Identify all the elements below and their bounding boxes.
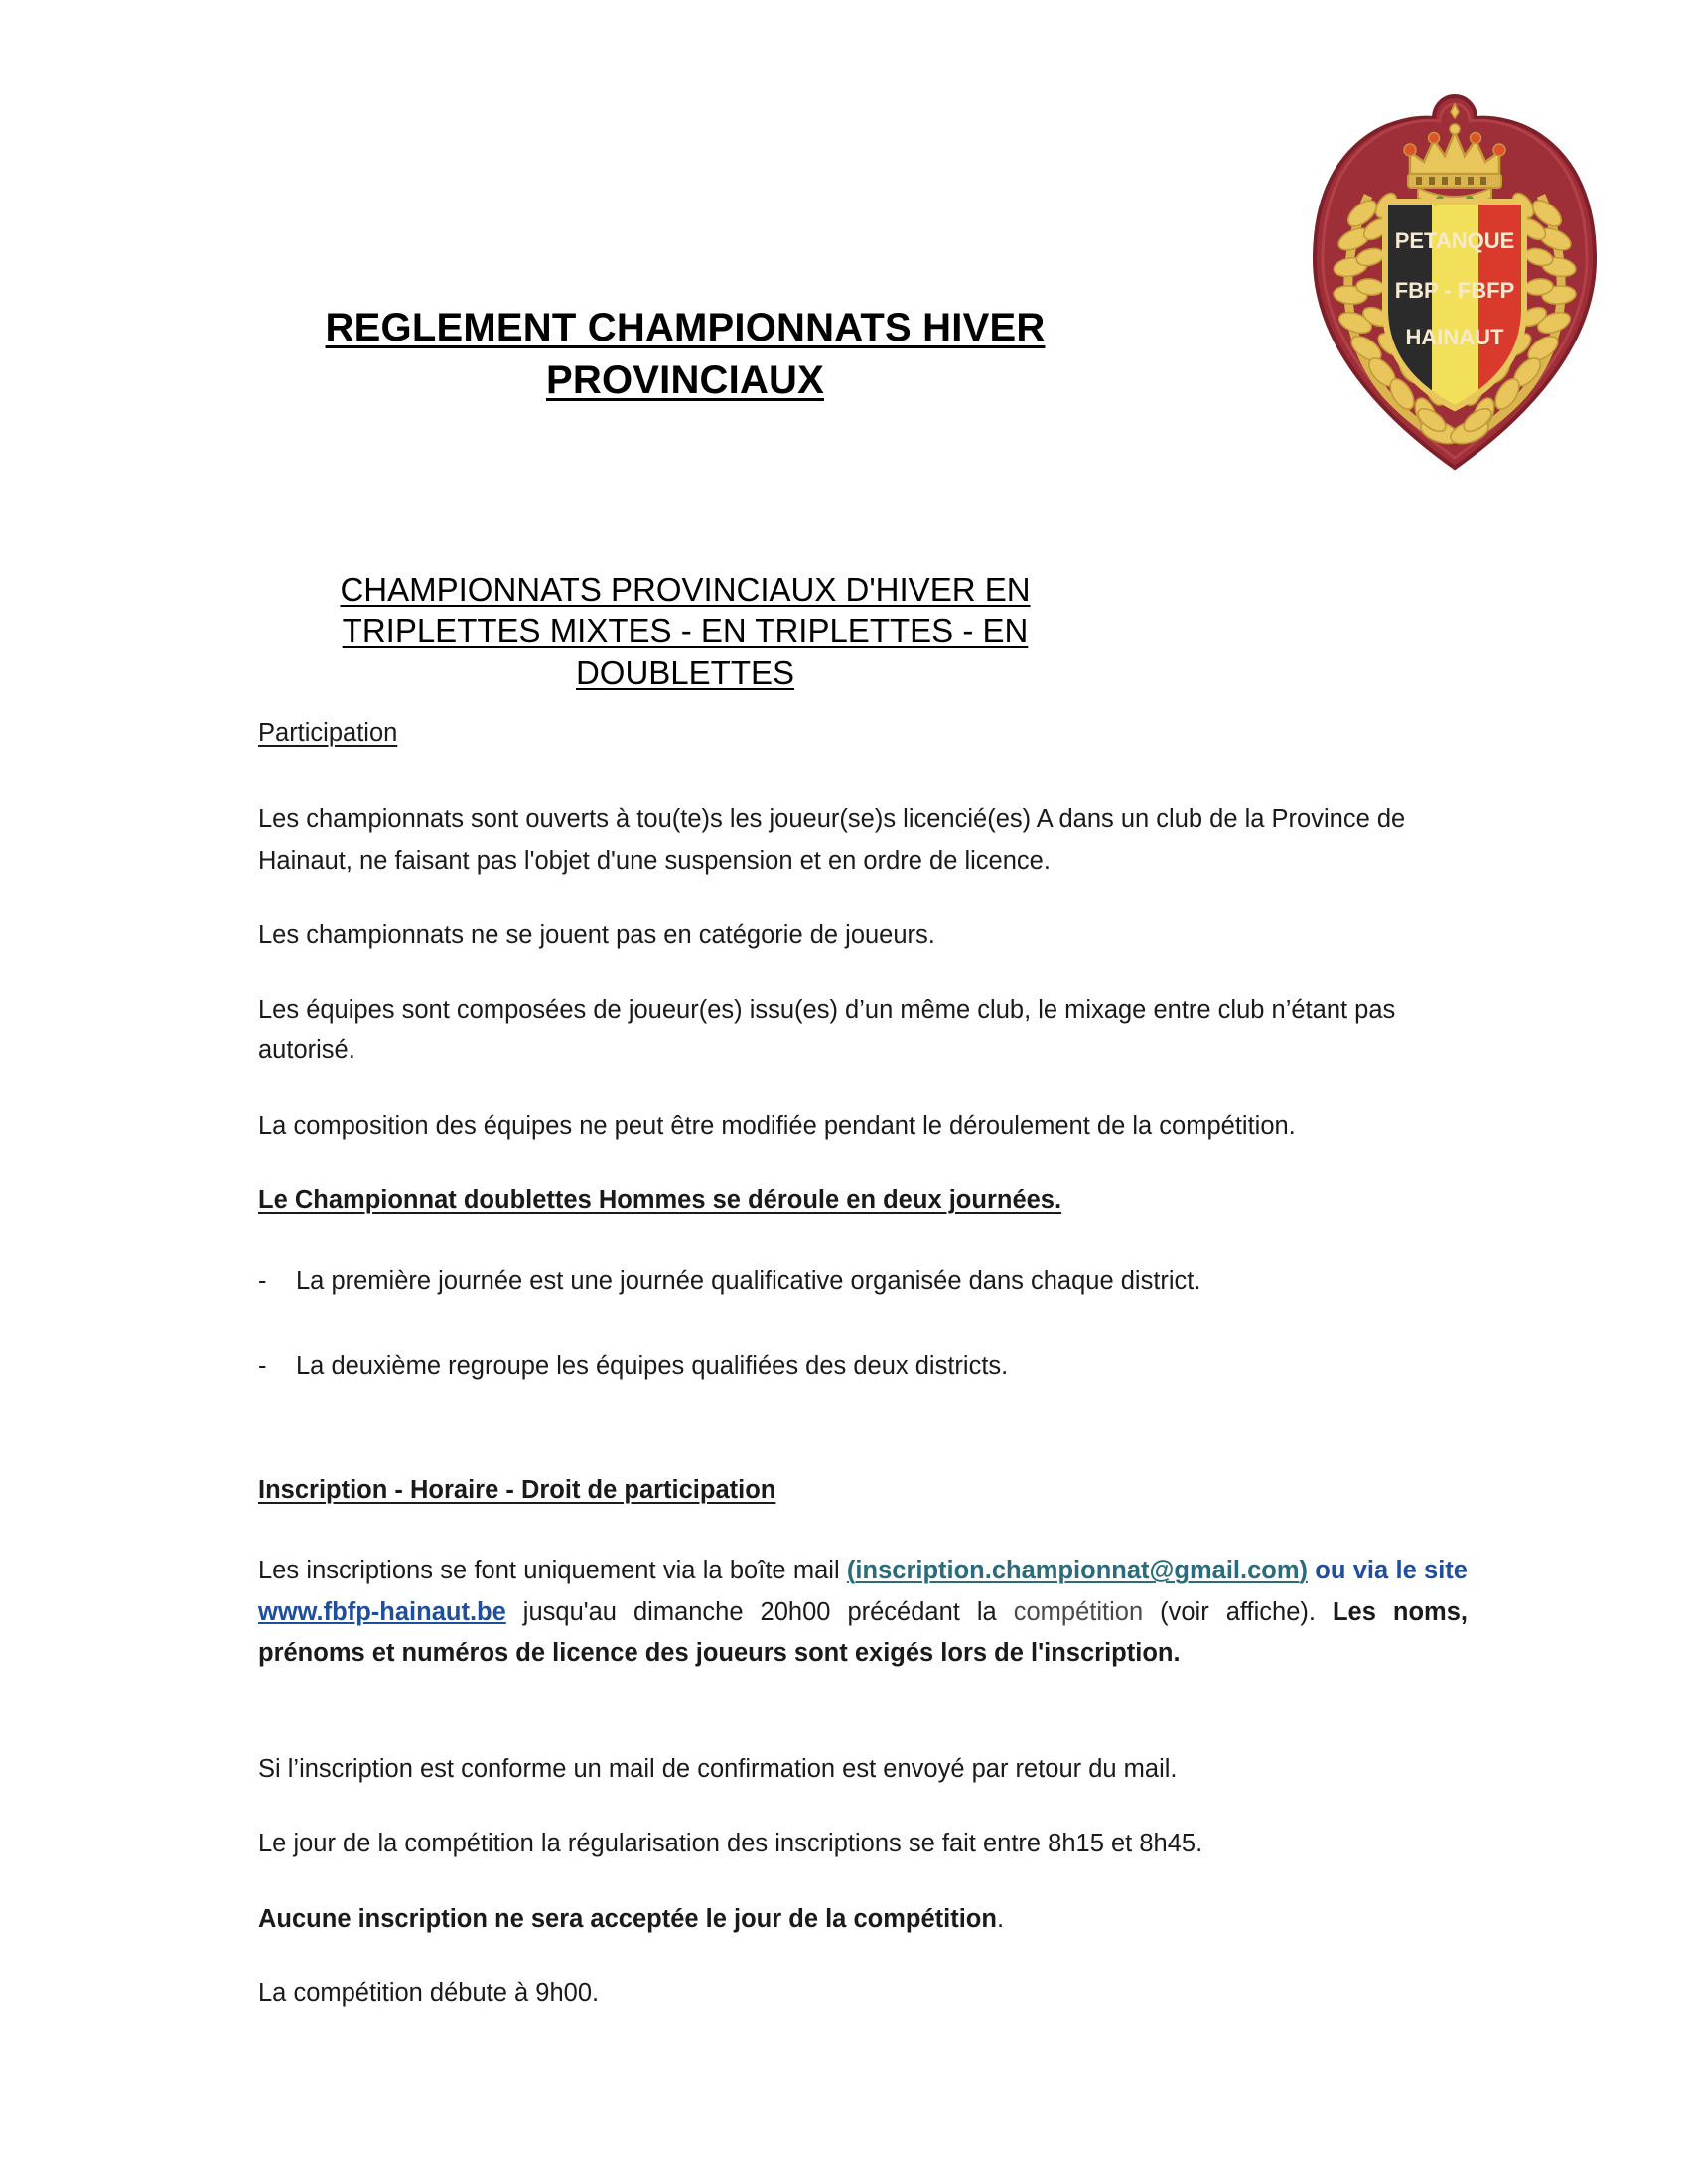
- badge-lettering: [1395, 228, 1515, 349]
- section-heading-participation: Participation: [258, 719, 398, 747]
- badge-text-petanque: PETANQUE: [1394, 228, 1515, 253]
- no-registration-warning-period: .: [996, 1904, 1005, 1933]
- paragraph-inscription-confirmation: Si l’inscription est conforme un mail de confirmation est envoyé par retour du mail.: [258, 1755, 1178, 1784]
- page-subtitle: [258, 569, 1112, 694]
- email-link-close-paren: ): [1299, 1557, 1309, 1585]
- paragraph-participation-2: Les championnats ne se jouent pas en catégorie de joueurs.: [258, 920, 935, 949]
- page-title: [258, 303, 1112, 406]
- badge-text-hainaut: HAINAUT: [1405, 325, 1504, 349]
- heading-championnat-doublettes: Le Championnat doublettes Hommes se déroule en deux journées.: [258, 1186, 1062, 1215]
- page-subtitle-line-1: CHAMPIONNATS PROVINCIAUX D'HIVER EN: [340, 571, 1031, 609]
- page-subtitle-line-2: TRIPLETTES MIXTES - EN TRIPLETTES - EN: [342, 613, 1029, 650]
- paragraph-participation-4: La composition des équipes ne peut être modifiée pendant le déroulement de la compétition.: [258, 1111, 1296, 1140]
- no-registration-warning-text: Aucune inscription ne sera acceptée le jour de la compétition: [258, 1904, 997, 1933]
- paragraph-participation-3: Les équipes sont composées de joueur(es) issu(es) d’un même club, le mixage entre club n’étant pas autorisé.: [258, 996, 1396, 1065]
- email-link-open-paren: (: [846, 1557, 856, 1585]
- email-link[interactable]: inscription.championnat@gmail.com: [855, 1557, 1300, 1585]
- document-body: [258, 713, 1468, 2034]
- paragraph-no-registration-warning: [258, 1899, 1468, 1940]
- inscription-text-part-4: (voir affiche).: [1143, 1597, 1333, 1626]
- paragraph-spacer: [258, 1694, 1468, 1749]
- paragraph-participation-1: Les championnats sont ouverts à tou(te)s les joueur(se)s licencié(es) A dans un club de la Province de Hainaut, ne faisant pas l'objet d'une suspension et en ordre de licence.: [258, 805, 1406, 875]
- inscription-text-part-1: Les inscriptions se font uniquement via la boîte mail: [258, 1557, 847, 1585]
- paragraph-competition-start: La compétition débute à 9h00.: [258, 1979, 600, 2008]
- badge-text-fbp: FBP - FBFP: [1394, 278, 1515, 303]
- website-link[interactable]: www.fbfp-hainaut.be: [258, 1597, 506, 1626]
- inscription-text-part-3: jusqu'au dimanche 20h00 précédant la: [505, 1597, 1014, 1626]
- list-item-bullet-2: [258, 1346, 1468, 1387]
- page-title-line-1: REGLEMENT CHAMPIONNATS HIVER: [325, 305, 1046, 349]
- section-spacer: [258, 1431, 1468, 1470]
- bullet-text: La première journée est une journée qualificative organisée dans chaque district.: [296, 1267, 1201, 1296]
- paragraph-inscription-regularisation: Le jour de la compétition la régularisation des inscriptions se fait entre 8h15 et 8h45.: [258, 1830, 1203, 1858]
- bullet-marker: -: [258, 1267, 267, 1296]
- inscription-text-muted: compétition: [1013, 1597, 1144, 1626]
- section-heading-inscription: Inscription - Horaire - Droit de participation: [258, 1475, 776, 1504]
- bullet-marker: -: [258, 1351, 267, 1380]
- paragraph-inscription-details: [258, 1551, 1468, 1674]
- list-item-bullet-1: [258, 1261, 1468, 1301]
- page-subtitle-line-3: DOUBLETTES: [575, 654, 795, 692]
- fbfp-hainaut-petanque-badge-logo: [1291, 74, 1618, 491]
- inscription-bold-tail: Les noms, prénoms et numéros de licence des joueurs sont exigés lors de l'inscription.: [258, 1597, 1468, 1667]
- page-title-line-2: PROVINCIAUX: [545, 357, 824, 402]
- bullet-text: La deuxième regroupe les équipes qualifiées des deux districts.: [296, 1351, 1009, 1380]
- inscription-text-part-2: ou via le site: [1308, 1557, 1468, 1585]
